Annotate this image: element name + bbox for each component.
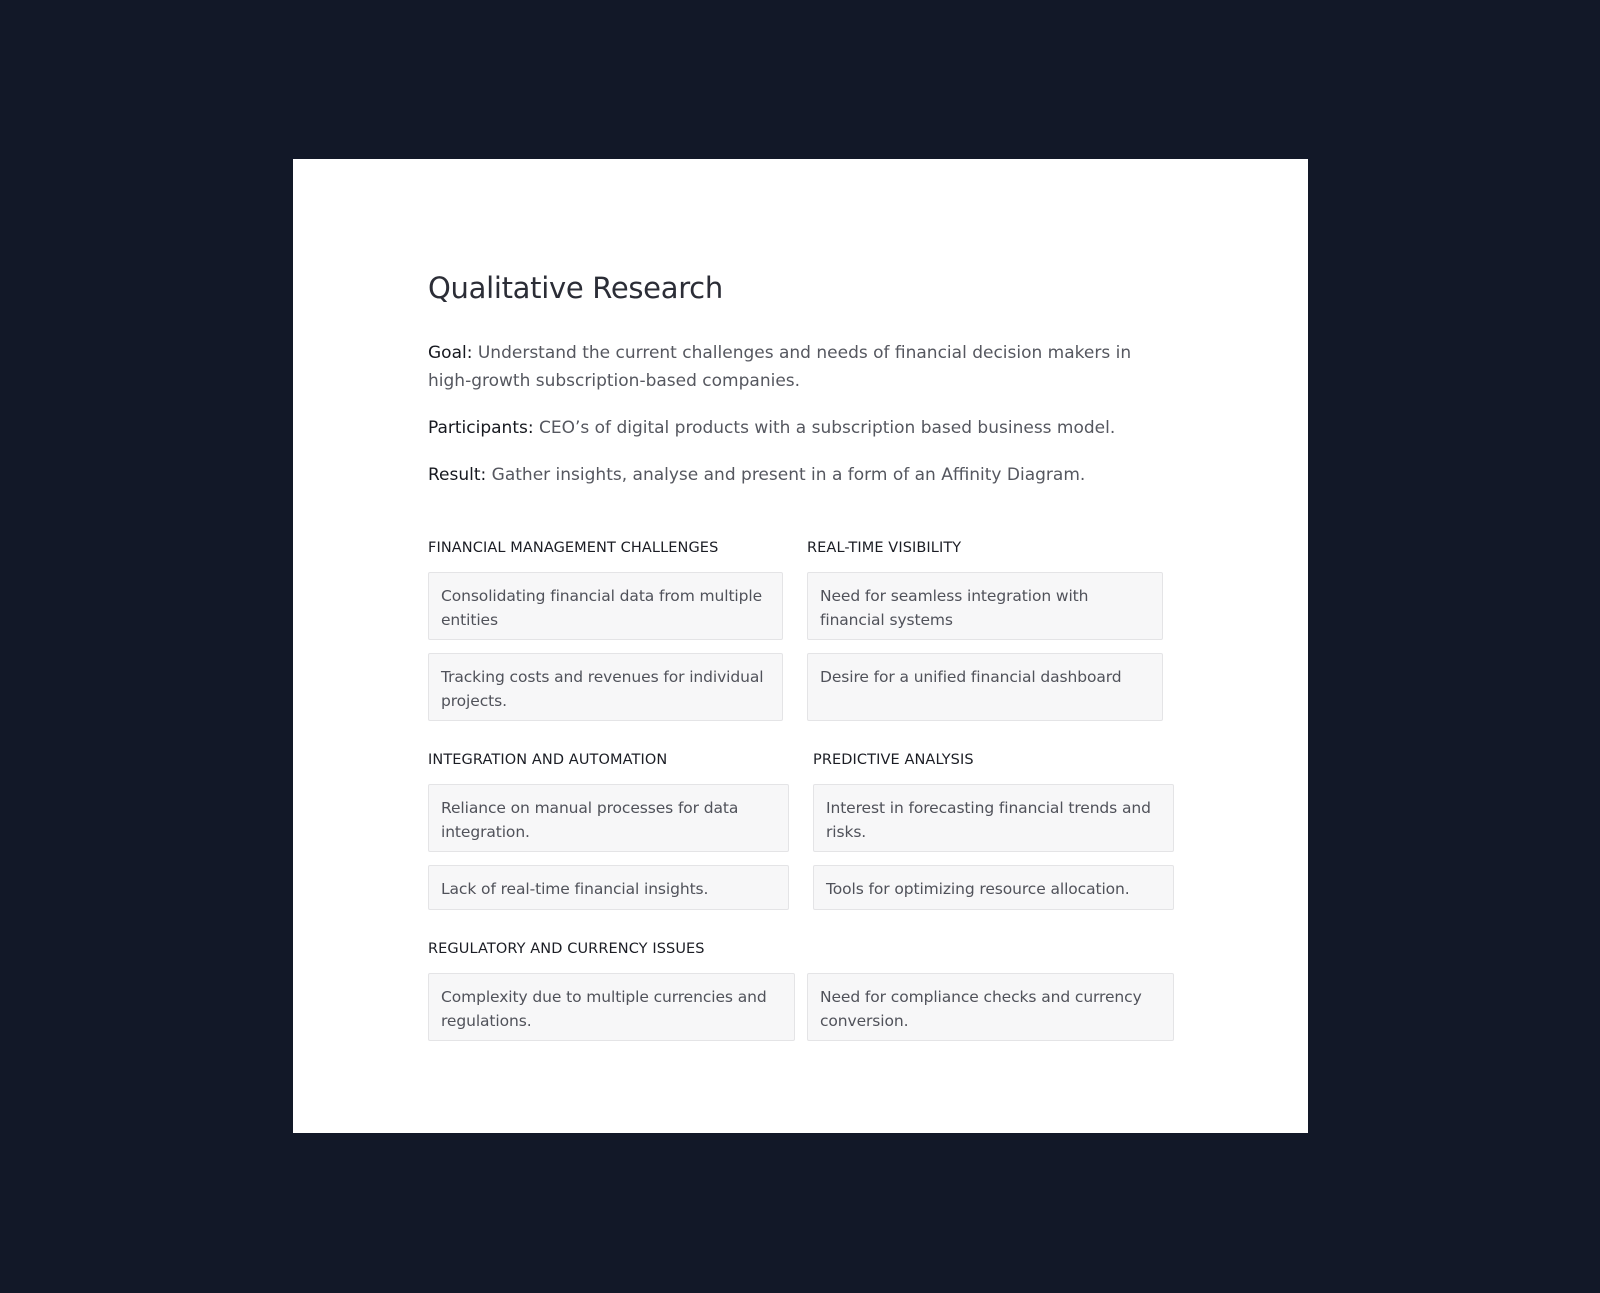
affinity-note: Need for compliance checks and currency conversion. xyxy=(807,973,1174,1041)
section-title-integration-automation: INTEGRATION AND AUTOMATION xyxy=(428,752,668,768)
goal-label: Goal: xyxy=(428,343,473,363)
affinity-note: Tools for optimizing resource allocation. xyxy=(813,865,1174,910)
participants-paragraph xyxy=(428,414,1188,442)
affinity-note: Reliance on manual processes for data integration. xyxy=(428,784,789,852)
affinity-note: Complexity due to multiple currencies and regulations. xyxy=(428,973,795,1041)
affinity-note: Tracking costs and revenues for individual projects. xyxy=(428,653,783,721)
goal-paragraph xyxy=(428,339,1148,395)
section-title-predictive-analysis: PREDICTIVE ANALYSIS xyxy=(813,752,974,768)
goal-text: Understand the current challenges and needs of financial decision makers in high-growth subscription-based companies. xyxy=(428,343,1132,391)
participants-label: Participants: xyxy=(428,418,534,438)
result-paragraph xyxy=(428,461,1188,489)
participants-text: CEO’s of digital products with a subscription based business model. xyxy=(533,418,1116,438)
result-label: Result: xyxy=(428,465,487,485)
research-card xyxy=(293,159,1308,1133)
page-title: Qualitative Research xyxy=(428,271,723,305)
affinity-note: Desire for a unified financial dashboard xyxy=(807,653,1163,721)
section-title-regulatory-currency: REGULATORY AND CURRENCY ISSUES xyxy=(428,941,705,957)
result-text: Gather insights, analyse and present in a form of an Affinity Diagram. xyxy=(486,465,1086,485)
affinity-note: Need for seamless integration with financial systems xyxy=(807,572,1163,640)
affinity-note: Interest in forecasting financial trends and risks. xyxy=(813,784,1174,852)
section-title-real-time-visibility: REAL-TIME VISIBILITY xyxy=(807,540,962,556)
affinity-note: Consolidating financial data from multiple entities xyxy=(428,572,783,640)
section-title-financial-management: FINANCIAL MANAGEMENT CHALLENGES xyxy=(428,540,719,556)
affinity-note: Lack of real-time financial insights. xyxy=(428,865,789,910)
